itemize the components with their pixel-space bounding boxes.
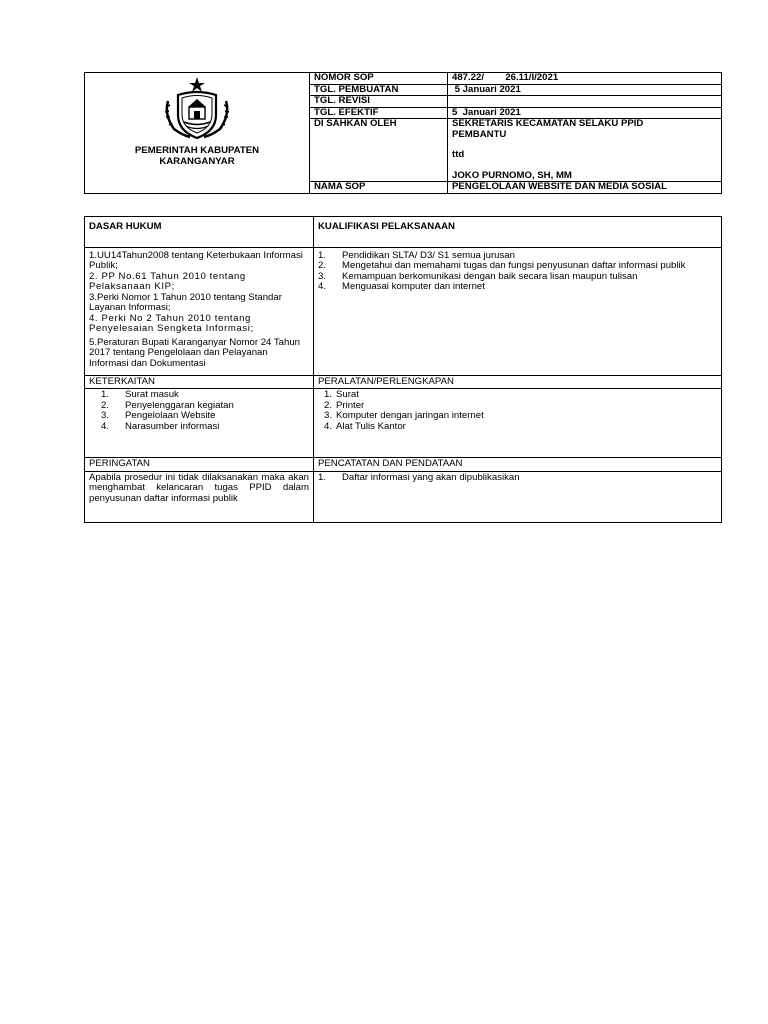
peralatan-item xyxy=(324,422,717,433)
kualifikasi-item xyxy=(318,282,717,293)
peralatan-item-text: Surat xyxy=(336,389,359,400)
peringatan-heading: PERINGATAN xyxy=(85,458,314,472)
peralatan-item xyxy=(324,411,717,422)
peralatan-content xyxy=(314,389,722,458)
keterkaitan-content xyxy=(85,389,314,458)
ttd-mark: ttd xyxy=(452,149,465,160)
kualifikasi-item-num: 3. xyxy=(318,270,327,282)
kualifikasi-item-text: Menguasai komputer dan internet xyxy=(342,281,485,292)
peringatan-content: Apabila prosedur ini tidak dilaksanakan maka akan menghambat kelancaran tugas PPID dalam penyusunan daftar informasi publik xyxy=(85,471,314,522)
keterkaitan-item-num: 3. xyxy=(101,410,110,421)
pengesah-jabatan-2: PEMBANTU xyxy=(452,128,507,140)
kualifikasi-list xyxy=(318,251,717,293)
dasar-hukum-item-3: 3.Perki Nomor 1 Tahun 2010 tentang Standar Layanan Informasi; xyxy=(89,291,282,313)
pencatatan-content xyxy=(314,471,722,522)
label-tgl-efektif: TGL. EFEKTIF xyxy=(310,107,448,119)
org-cell xyxy=(85,73,310,194)
keterkaitan-item-num: 2. xyxy=(101,399,110,411)
peralatan-item-num: 4. xyxy=(324,420,333,432)
pencatatan-list xyxy=(318,473,717,484)
sop-detail-table xyxy=(84,216,722,523)
dasar-hukum-item-5: 5.Peraturan Bupati Karanganyar Nomor 24 Tahun 2017 tentang Pengelolaan dan Pelayanan Informasi dan Dokumentasi xyxy=(89,336,301,369)
keterkaitan-item-text: Penyelenggaran kegiatan xyxy=(125,399,234,411)
kualifikasi-content xyxy=(314,247,722,375)
label-tgl-pembuatan: TGL. PEMBUATAN xyxy=(310,84,448,96)
value-tgl-efektif: 5 Januari 2021 xyxy=(448,107,722,119)
peralatan-item-num: 2. xyxy=(324,399,333,411)
keterkaitan-item-num: 4. xyxy=(101,420,110,432)
org-name-line1: PEMERINTAH KABUPATEN xyxy=(134,145,260,156)
peralatan-heading: PERALATAN/PERLENGKAPAN xyxy=(314,375,722,389)
kualifikasi-heading: KUALIFIKASI PELAKSANAAN xyxy=(314,216,722,247)
peralatan-list xyxy=(318,390,717,432)
pengesah-jabatan-1: SEKRETARIS KECAMATAN SELAKU PPID xyxy=(452,118,644,129)
kualifikasi-item-num: 1. xyxy=(318,249,327,261)
value-tgl-pembuatan: 5 Januari 2021 xyxy=(448,84,722,96)
kualifikasi-item-num: 2. xyxy=(318,260,327,271)
value-tgl-revisi xyxy=(448,96,722,108)
label-tgl-revisi: TGL. REVISI xyxy=(310,96,448,108)
keterkaitan-heading: KETERKAITAN xyxy=(85,375,314,389)
peralatan-item-text: Komputer dengan jaringan internet xyxy=(336,410,484,421)
sop-document xyxy=(84,72,722,523)
keterkaitan-item-text: Narasumber informasi xyxy=(125,420,220,432)
dasar-hukum-heading: DASAR HUKUM xyxy=(85,216,314,247)
pencatatan-item xyxy=(318,473,717,484)
kualifikasi-item-num: 4. xyxy=(318,281,327,292)
kualifikasi-item xyxy=(318,261,717,272)
dasar-hukum-content xyxy=(85,247,314,375)
peralatan-item-num: 1. xyxy=(324,389,333,400)
label-nomor-sop: NOMOR SOP xyxy=(310,73,448,85)
kualifikasi-item-text: Kemampuan berkomunikasi dengan baik secara lisan maupun tulisan xyxy=(342,270,638,282)
value-disahkan-oleh xyxy=(448,119,722,182)
pengesah-nama: JOKO PURNOMO, SH, MM xyxy=(452,169,572,181)
sop-header-table xyxy=(84,72,722,194)
kualifikasi-item-text: Pendidikan SLTA/ D3/ S1 semua jurusan xyxy=(342,249,515,261)
peralatan-item-text: Printer xyxy=(336,399,365,411)
keterkaitan-item-text: Pengelolaan Website xyxy=(125,410,216,421)
keterkaitan-item-num: 1. xyxy=(101,389,110,400)
keterkaitan-list xyxy=(89,390,309,432)
dasar-hukum-item-1: 1.UU14Tahun2008 tentang Keterbukaan Informasi Publik; xyxy=(89,249,303,271)
peralatan-item-text: Alat Tulis Kantor xyxy=(336,420,406,432)
keterkaitan-item-text: Surat masuk xyxy=(125,389,179,400)
value-nomor-sop: 487.22/ 26.11/I/2021 xyxy=(448,73,722,85)
keterkaitan-item xyxy=(101,411,309,422)
keterkaitan-item xyxy=(101,422,309,433)
org-name-line2: KARANGANYAR xyxy=(159,156,235,167)
label-disahkan-oleh: DI SAHKAN OLEH xyxy=(310,119,448,182)
pencatatan-item-num: 1. xyxy=(318,471,327,483)
peralatan-item-num: 3. xyxy=(324,410,333,421)
value-nama-sop: PENGELOLAAN WEBSITE DAN MEDIA SOSIAL xyxy=(448,182,722,194)
keterkaitan-item xyxy=(101,390,309,401)
kualifikasi-item-text: Mengetahui dan memahami tugas dan fungsi penyusunan daftar informasi publik xyxy=(342,260,686,271)
pencatatan-item-text: Daftar informasi yang akan dipublikasikan xyxy=(342,471,520,483)
label-nama-sop: NAMA SOP xyxy=(310,182,448,194)
pencatatan-heading: PENCATATAN DAN PENDATAAN xyxy=(314,458,722,472)
dasar-hukum-item-4: 4. Perki No 2 Tahun 2010 tentang Penyelesaian Sengketa Informasi; xyxy=(89,312,254,334)
peralatan-item xyxy=(324,390,717,401)
karanganyar-coat-of-arms-icon xyxy=(160,75,234,141)
dasar-hukum-item-2: 2. PP No.61 Tahun 2010 tentang Pelaksanaan KIP; xyxy=(89,270,246,292)
